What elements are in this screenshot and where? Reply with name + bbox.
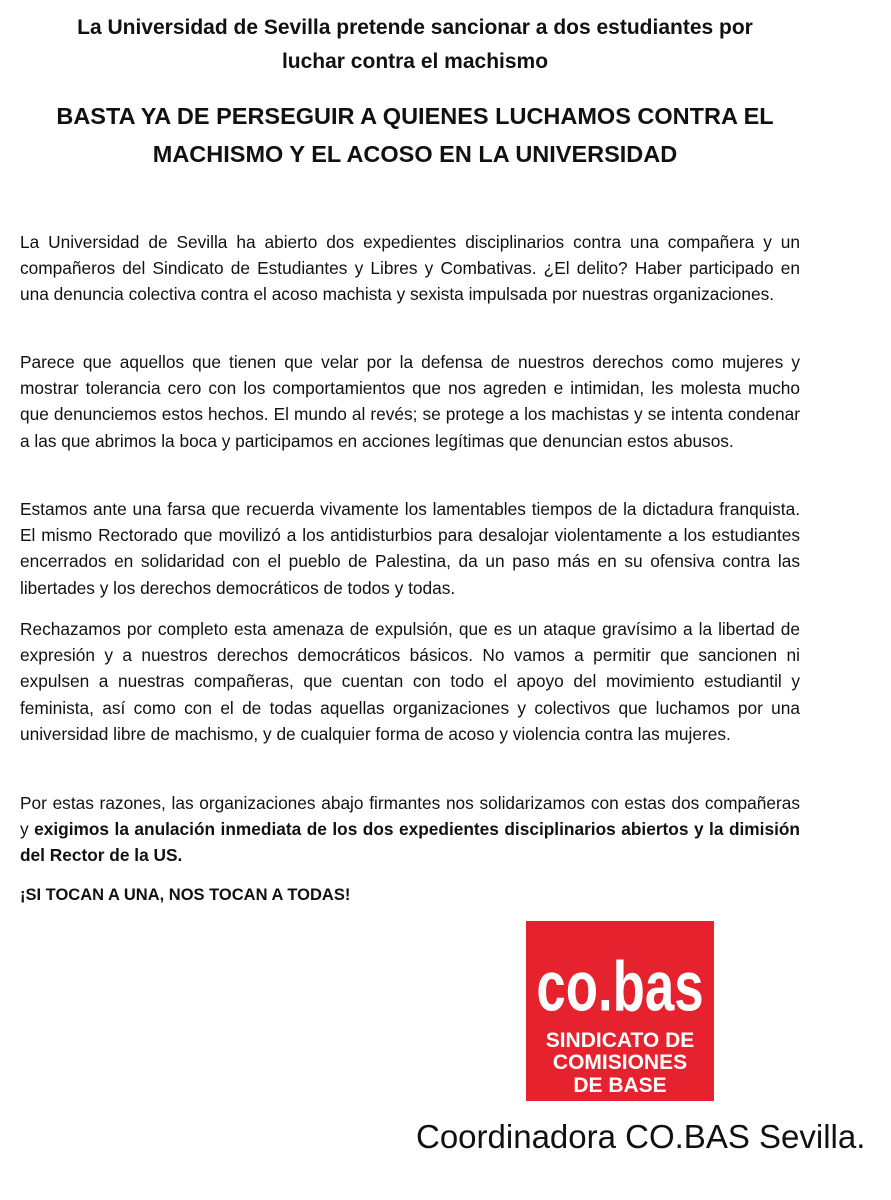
- paragraph-5: [20, 790, 800, 869]
- paragraph-2: Parece que aquellos que tienen que velar por la defensa de nuestros derechos como mujeres y mostrar tolerancia cero con los comportamientos que nos agreden e intimidan, les molesta mucho que denunciemos estos hechos. El mundo al revés; se protege a los machistas y se intenta condenar a las que abrimos la boca y participamos en acciones legítimas que denuncian estos abusos.: [20, 352, 800, 451]
- paragraph-4: Rechazamos por completo esta amenaza de expulsión, que es un ataque gravísimo a la libertad de expresión y a nuestros derechos democráticos básicos. No vamos a permitir que sancionen ni expulsen a nuestras compañeras, que cuentan con todo el apoyo del movimiento estudiantil y feminista, así como con el de todas aquellas organizaciones y colectivos que luchamos por una universidad libre de machismo, y de cualquier forma de acoso y violencia contra las mujeres.: [20, 619, 800, 744]
- slogan: ¡SI TOCAN A UNA, NOS TOCAN A TODAS!: [20, 886, 351, 904]
- logo-line-1: SINDICATO DE: [545, 1029, 695, 1052]
- logo-brand: co.bas: [536, 947, 704, 1027]
- headline-line-1: BASTA YA DE PERSEGUIR A QUIENES LUCHAMOS CONTRA EL: [56, 103, 774, 129]
- header-line-1: La Universidad de Sevilla pretende sancionar a dos estudiantes por: [77, 16, 753, 39]
- logo-line-3: DE BASE: [573, 1074, 667, 1097]
- paragraph-5-demand: exigimos la anulación inmediata de los dos expedientes disciplinarios abiertos y la dimisión del Rector de la US.: [20, 819, 800, 866]
- logo-line-2: COMISIONES: [552, 1051, 688, 1074]
- cobas-logo: [526, 921, 714, 1101]
- paragraph-3: Estamos ante una farsa que recuerda vivamente los lamentables tiempos de la dictadura franquista. El mismo Rectorado que movilizó a los antidisturbios para desalojar violentamente a los estudiantes encerrados en solidaridad con el pueblo de Palestina, da un paso más en su ofensiva contra las libertades y los derechos democráticos de todos y todas.: [20, 499, 800, 598]
- signature: Coordinadora CO.BAS Sevilla.: [416, 1118, 866, 1155]
- headline-line-2: MACHISMO Y EL ACOSO EN LA UNIVERSIDAD: [152, 141, 678, 167]
- paragraph-5-text: Por estas razones, las organizaciones abajo firmantes nos solidarizamos con estas dos compañeras y: [20, 793, 800, 840]
- paragraph-1: La Universidad de Sevilla ha abierto dos expedientes disciplinarios contra una compañera y un compañeros del Sindicato de Estudiantes y Libres y Combativas. ¿El delito? Haber participado en una denuncia colectiva contra el acoso machista y sexista impulsada por nuestras organizaciones.: [20, 232, 800, 305]
- header-line-2: luchar contra el machismo: [281, 50, 549, 73]
